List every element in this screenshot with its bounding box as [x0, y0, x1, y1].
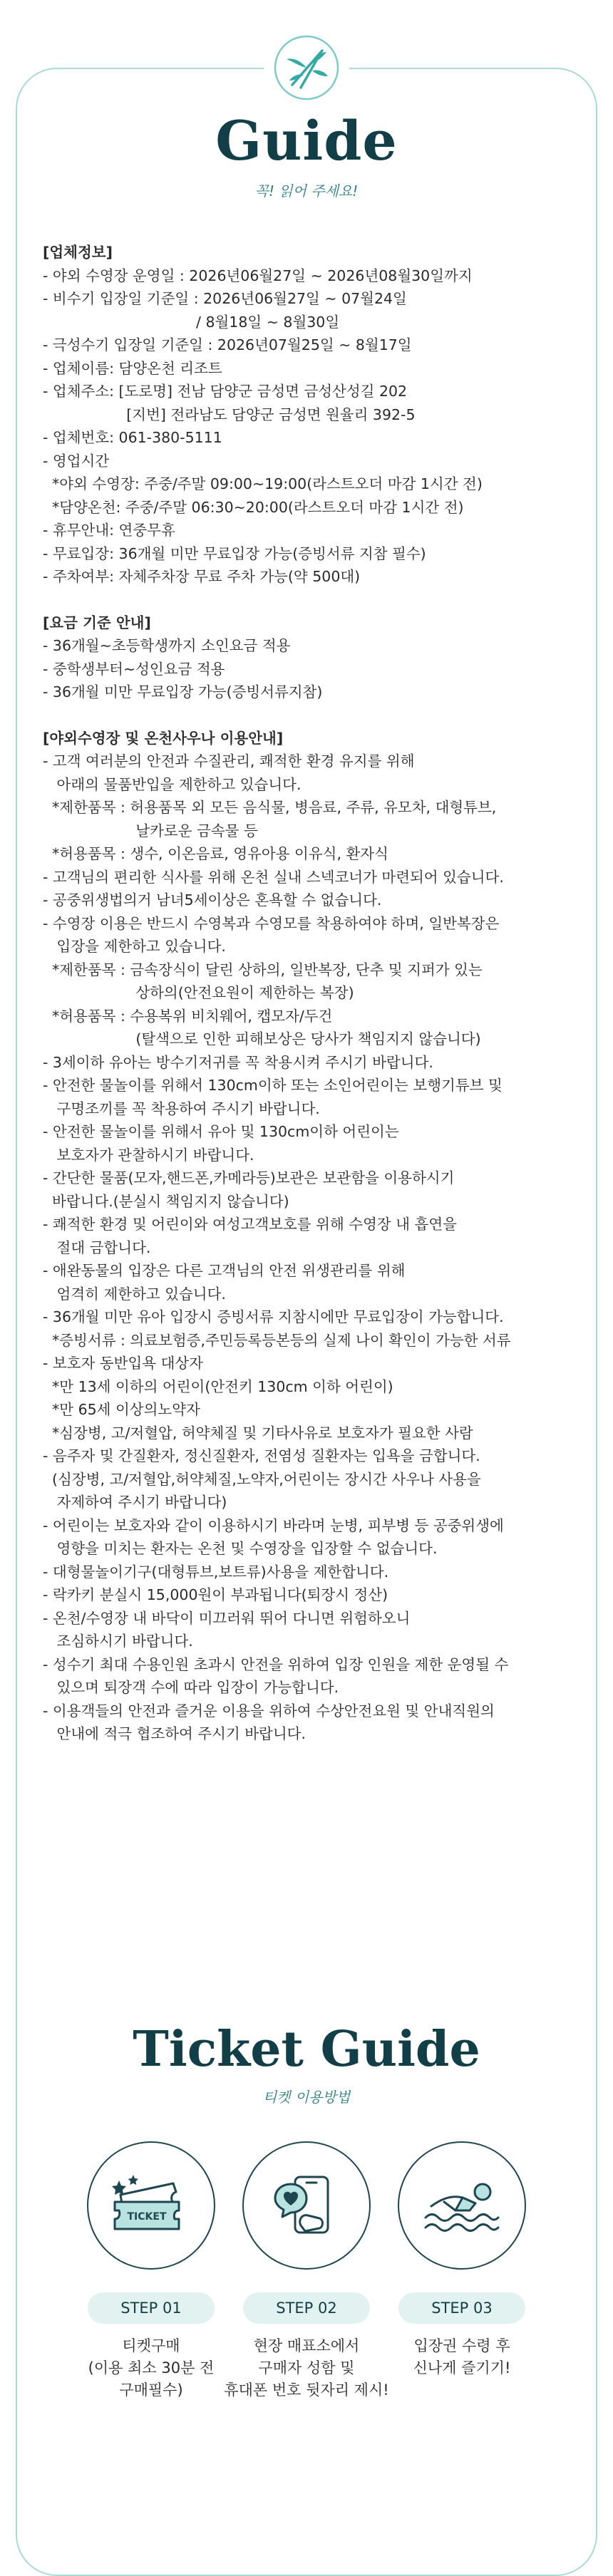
- svg-text:TICKET: TICKET: [127, 2211, 167, 2223]
- guide-line: 자제하여 주시기 바랍니다): [43, 1494, 227, 1511]
- page-title: Guide: [215, 109, 398, 172]
- guide-line: *허용품목 : 수용복위 비치웨어, 캡모자/두건: [43, 1007, 333, 1025]
- guide-line: 날카로운 금속물 등: [43, 822, 258, 839]
- guide-line: - 업체이름: 담양온천 리조트: [43, 359, 222, 377]
- guide-line: - 고객 여러분의 안전과 수질관리, 쾌적한 환경 유지를 위해: [43, 752, 415, 770]
- step-description: 현장 매표소에서 구매자 성함 및 휴대폰 번호 뒷자리 제시!: [224, 2337, 389, 2399]
- section-heading: [야외수영장 및 온천사우나 이용안내]: [43, 729, 284, 747]
- section-heading: [업체정보]: [43, 244, 113, 261]
- step-description: 티켓구매 (이용 최소 30분 전 구매필수): [88, 2337, 215, 2399]
- step-3: [369, 2141, 555, 2379]
- section-lines: [43, 264, 584, 589]
- guide-line: - 음주자 및 간질환자, 정신질환자, 전염성 질환자는 입욕을 금합니다.: [43, 1447, 480, 1464]
- section-usage-info: [43, 727, 584, 1746]
- guide-line: 영향을 미치는 환자는 온천 및 수영장을 입장할 수 없습니다.: [43, 1540, 438, 1557]
- guide-line: 아래의 물품반입을 제한하고 있습니다.: [43, 775, 302, 793]
- section-business-info: [43, 241, 584, 589]
- guide-line: 안내에 적극 협조하여 주시기 바랍니다.: [43, 1725, 306, 1742]
- guide-line: - 3세이하 유아는 방수기저귀를 꼭 착용시켜 주시기 바랍니다.: [43, 1053, 433, 1071]
- logo: [264, 29, 349, 107]
- guide-line: - 안전한 물놀이를 위해서 유아 및 130cm이하 어린이는: [43, 1123, 399, 1140]
- guide-line: - 대형물놀이기구(대형튜브,보트류)사용을 제한합니다.: [43, 1563, 389, 1581]
- guide-line: - 공중위생법의거 남녀5세이상은 혼욕할 수 없습니다.: [43, 891, 382, 909]
- guide-line: - 수영장 이용은 반드시 수영복과 수영모를 착용하여야 하며, 일반복장은: [43, 914, 500, 932]
- guide-line: - 이용객들의 안전과 즐거운 이용을 위하여 수상안전요원 및 안내직원의: [43, 1702, 495, 1719]
- guide-line: - 업체번호: 061-380-5111: [43, 429, 222, 446]
- guide-line: *야외 수영장: 주중/주말 09:00~19:00(라스트오더 마감 1시간 전): [43, 475, 483, 492]
- guide-line: *만 65세 이상의노약자: [43, 1401, 200, 1418]
- guide-line: 입장을 제한하고 있습니다.: [43, 938, 226, 955]
- phone-heart-icon: [242, 2141, 371, 2270]
- guide-line: - 36개월~초등학생까지 소인요금 적용: [43, 637, 291, 654]
- page-subtitle: 꼭! 읽어 주세요!: [254, 182, 359, 200]
- guide-line: - 극성수기 입장일 기준일 : 2026년07월25일 ~ 8월17일: [43, 336, 412, 353]
- guide-line: - 업체주소: [도로명] 전남 담양군 금성면 금성산성길 202: [43, 383, 408, 400]
- guide-line: (심장병, 고/저혈압,허약체질,노약자,어린이는 장시간 사우나 사용을: [43, 1470, 481, 1488]
- guide-line: *제한품목 : 허용품목 외 모든 음식물, 병음료, 주류, 유모차, 대형튜브,: [43, 799, 497, 816]
- section-lines: [43, 750, 584, 1746]
- swimmer-icon: [398, 2141, 526, 2270]
- guide-line: - 영업시간: [43, 452, 110, 470]
- guide-line: (탈색으로 인한 피해보상은 당사가 책임지지 않습니다): [43, 1030, 481, 1048]
- guide-line: - 무료입장: 36개월 미만 무료입장 가능(증빙서류 지참 필수): [43, 544, 426, 562]
- guide-line: - 성수기 최대 수용인원 초과시 안전을 위하여 입장 인원을 제한 운영될 수: [43, 1655, 509, 1673]
- guide-line: *심장병, 고/저혈압, 허약체질 및 기타사유로 보호자가 필요한 사람: [43, 1424, 473, 1442]
- guide-line: *만 13세 이하의 어린이(안전키 130cm 이하 어린이): [43, 1377, 393, 1395]
- ticket-guide-subtitle: 티켓 이용방법: [262, 2089, 351, 2106]
- guide-line: 보호자가 관찰하시기 바랍니다.: [43, 1146, 254, 1164]
- ticket-guide-title: Ticket Guide: [133, 2021, 480, 2078]
- step-label: STEP 03: [398, 2292, 525, 2324]
- guide-line: 절대 금합니다.: [43, 1238, 151, 1256]
- guide-line: [지번] 전라남도 담양군 금성면 원율리 392-5: [43, 405, 416, 423]
- guide-line: - 중학생부터~성인요금 적용: [43, 660, 225, 678]
- guide-line: - 간단한 물품(모자,핸드폰,카메라등)보관은 보관함을 이용하시기: [43, 1169, 455, 1186]
- guide-line: - 애완동물의 입장은 다른 고객님의 안전 위생관리를 위해: [43, 1262, 406, 1279]
- guide-line: - 휴무안내: 연중무휴: [43, 522, 175, 539]
- section-lines: [43, 634, 584, 704]
- section-heading: [요금 기준 안내]: [43, 614, 151, 631]
- guide-line: 구명조끼를 꼭 착용하여 주시기 바랍니다.: [43, 1100, 320, 1117]
- guide-line: - 쾌적한 환경 및 어린이와 여성고객보호를 위해 수영장 내 흡연을: [43, 1216, 457, 1233]
- guide-line: 조심하시기 바랍니다.: [43, 1633, 193, 1650]
- guide-line: - 안전한 물놀이를 위해서 130cm이하 또는 소인어린이는 보행기튜브 및: [43, 1077, 503, 1094]
- guide-line: - 온천/수영장 내 바닥이 미끄러워 뛰어 다니면 위험하오니: [43, 1609, 411, 1627]
- guide-line: 있으며 퇴장객 수에 따라 입장이 가능합니다.: [43, 1679, 339, 1696]
- guide-line: - 주차여부: 자체주차장 무료 주차 가능(약 500대): [43, 568, 361, 585]
- ticket-icon: [87, 2141, 215, 2270]
- step-label: STEP 01: [88, 2292, 215, 2324]
- guide-line: 바랍니다.(분실시 책임지지 않습니다): [43, 1192, 289, 1210]
- guide-content: [43, 241, 584, 1746]
- guide-line: - 락카키 분실시 15,000원이 부과됩니다(퇴장시 정산): [43, 1586, 388, 1603]
- guide-line: 상하의(안전요원이 제한하는 복장): [43, 984, 354, 1001]
- bamboo-logo-icon: [272, 33, 341, 102]
- guide-line: *제한품목 : 금속장식이 달린 상하의, 일반복장, 단추 및 지퍼가 있는: [43, 961, 483, 978]
- guide-line: - 고객님의 편리한 식사를 위해 온천 실내 스넥코너가 마련되어 있습니다.: [43, 868, 504, 886]
- guide-line: - 비수기 입장일 기준일 : 2026년06월27일 ~ 07월24일: [43, 290, 407, 307]
- section-pricing: [43, 611, 584, 704]
- guide-line: *증빙서류 : 의료보험증,주민등록등본등의 실제 나이 확인이 가능한 서류: [43, 1331, 511, 1349]
- guide-line: *담양온천: 주중/주말 06:30~20:00(라스트오더 마감 1시간 전): [43, 498, 464, 516]
- guide-line: - 36개월 미만 무료입장 가능(증빙서류지참): [43, 683, 323, 700]
- step-label: STEP 02: [243, 2292, 370, 2324]
- guide-line: - 야외 수영장 운영일 : 2026년06월27일 ~ 2026년08월30일까지: [43, 267, 473, 284]
- guide-line: - 어린이는 보호자와 같이 이용하시기 바라며 눈병, 피부병 등 공중위생에: [43, 1516, 504, 1534]
- step-description: 입장권 수령 후 신나게 즐기기!: [413, 2337, 511, 2376]
- guide-line: - 보호자 동반입욕 대상자: [43, 1355, 203, 1372]
- guide-line: / 8월18일 ~ 8월30일: [43, 313, 340, 331]
- guide-line: *허용품목 : 생수, 이온음료, 영유아용 이유식, 환자식: [43, 845, 388, 862]
- guide-line: - 36개월 미만 유아 입장시 증빙서류 지참시에만 무료입장이 가능합니다.: [43, 1308, 504, 1325]
- guide-line: 엄격히 제한하고 있습니다.: [43, 1285, 226, 1303]
